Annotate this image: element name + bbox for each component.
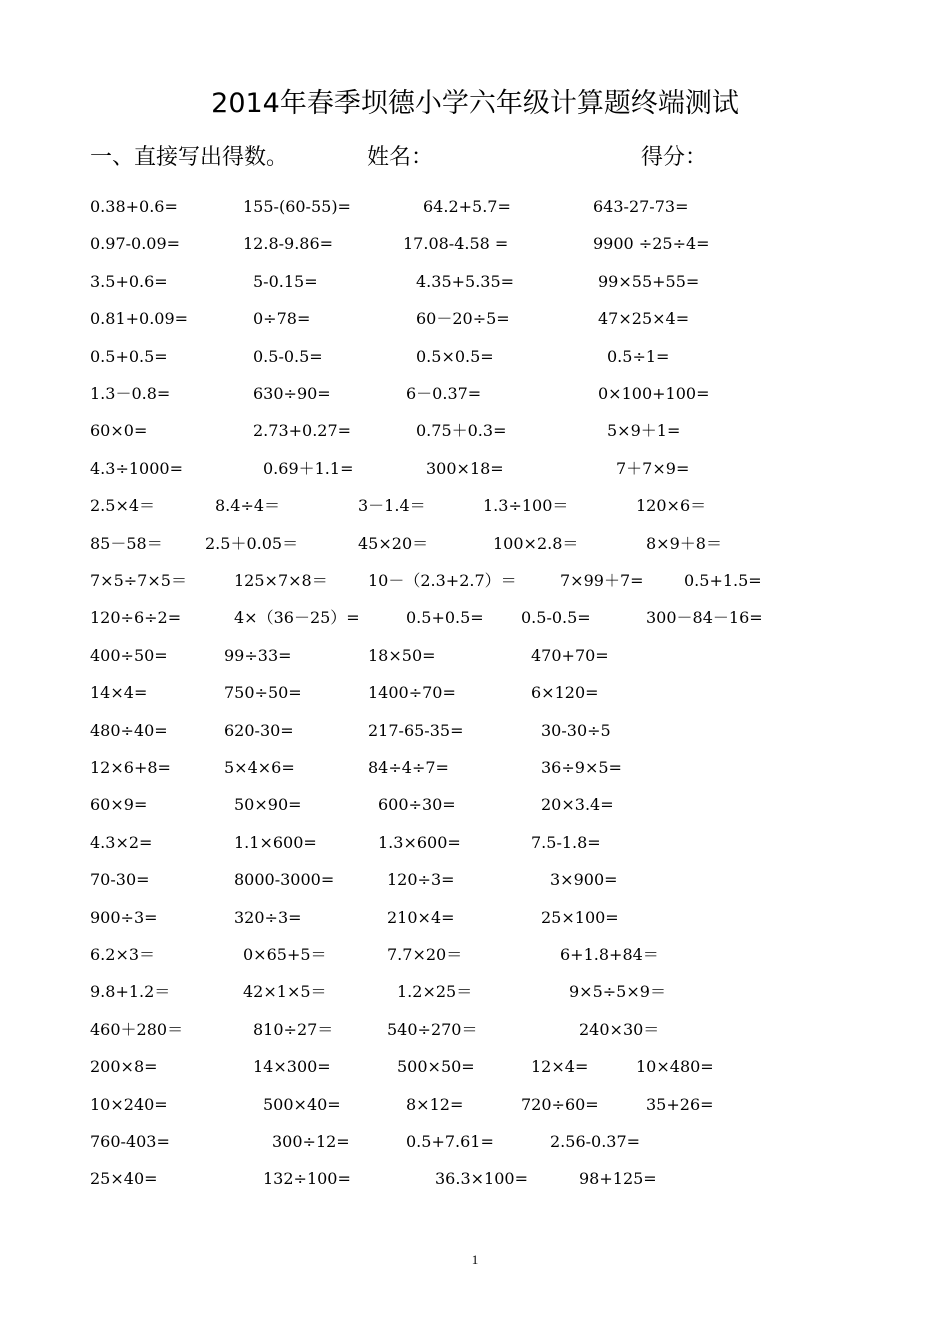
problem-row	[0, 1165, 950, 1193]
math-problem: 7＋7×9=	[616, 458, 690, 478]
math-problem: 25×40=	[90, 1169, 158, 1189]
math-problem: 3×900=	[550, 870, 618, 890]
math-problem: 98+125=	[579, 1169, 657, 1189]
problem-row	[0, 417, 950, 445]
problem-row	[0, 904, 950, 932]
math-problem: 12×4=	[531, 1057, 589, 1077]
problem-row	[0, 268, 950, 296]
math-problem: 2.56-0.37=	[550, 1132, 641, 1151]
math-problem: 1400÷70=	[368, 683, 456, 703]
math-problem: 0.69＋1.1=	[263, 458, 354, 478]
math-problem: 120÷3=	[387, 870, 455, 890]
problem-row	[0, 343, 950, 371]
math-problem: 600÷30=	[378, 795, 456, 815]
math-problem: 45×20＝	[358, 533, 429, 553]
math-problem: 100×2.8＝	[493, 533, 579, 553]
problem-row	[0, 866, 950, 894]
math-problem: 42×1×5＝	[243, 982, 327, 1002]
math-problem: 300÷12=	[272, 1132, 350, 1151]
math-problem: 125×7×8＝	[234, 571, 328, 590]
math-problem: 4×（36－25）=	[234, 608, 360, 628]
math-problem: 6.2×3＝	[90, 945, 156, 964]
math-problem: 14×4=	[90, 683, 148, 703]
math-problem: 12×6+8=	[90, 758, 171, 777]
math-problem: 0.75＋0.3=	[416, 421, 507, 441]
math-problem: 2.73+0.27=	[253, 421, 352, 441]
math-problem: 500×50=	[397, 1057, 475, 1077]
score-label: 得分：	[641, 145, 708, 170]
math-problem: 36.3×100=	[435, 1169, 528, 1189]
math-problem: 0.5+7.61=	[406, 1132, 494, 1151]
math-problem: 540÷270＝	[387, 1019, 478, 1039]
math-problem: 8000-3000=	[234, 870, 335, 890]
math-problem: 0÷78=	[253, 309, 311, 329]
problem-row	[0, 717, 950, 745]
math-problem: 9900 ÷25÷4=	[593, 234, 710, 254]
problem-row	[0, 380, 950, 408]
math-problem: 85－58＝	[90, 533, 163, 553]
problem-row	[0, 530, 950, 558]
math-problem: 5-0.15=	[253, 271, 318, 291]
math-problem: 320÷3=	[234, 907, 302, 927]
math-problem: 0.5+0.5=	[406, 608, 484, 628]
math-problem: 4.3÷1000=	[90, 458, 183, 478]
math-problem: 60×9=	[90, 795, 148, 815]
math-problem: 120÷6÷2=	[90, 608, 182, 628]
math-problem: 60×0=	[90, 421, 148, 441]
math-problem: 7×5÷7×5＝	[90, 571, 187, 590]
math-problem: 30-30÷5	[541, 720, 611, 740]
math-problem: 9×5÷5×9＝	[569, 982, 666, 1002]
math-problem: 3.5+0.6=	[90, 271, 168, 291]
math-problem: 60－20÷5=	[416, 309, 510, 329]
math-problem: 400÷50=	[90, 645, 168, 665]
problem-row	[0, 1016, 950, 1044]
worksheet-title: 2014年春季坝德小学六年级计算题终端测试	[211, 88, 739, 119]
problem-row	[0, 305, 950, 333]
math-problem: 470+70=	[531, 645, 609, 665]
math-problem: 47×25×4=	[598, 309, 690, 329]
problem-row	[0, 230, 950, 258]
math-problem: 630÷90=	[253, 384, 331, 403]
math-problem: 6－0.37=	[406, 384, 482, 403]
math-problem: 10－（2.3+2.7）＝	[368, 571, 517, 590]
problem-row	[0, 492, 950, 520]
math-problem: 900÷3=	[90, 907, 158, 927]
math-problem: 1.3－0.8=	[90, 384, 171, 403]
math-problem: 25×100=	[541, 907, 619, 927]
math-problem: 9.8+1.2＝	[90, 982, 171, 1002]
math-problem: 210×4=	[387, 907, 455, 927]
problem-row	[0, 829, 950, 857]
problem-row	[0, 754, 950, 782]
math-problem: 35+26=	[646, 1094, 714, 1114]
problem-row	[0, 791, 950, 819]
math-problem: 620-30=	[224, 720, 294, 740]
problem-row	[0, 978, 950, 1006]
math-problem: 132÷100=	[263, 1169, 351, 1189]
problem-row	[0, 679, 950, 707]
problem-row	[0, 1053, 950, 1081]
math-problem: 760-403=	[90, 1132, 170, 1151]
math-problem: 1.1×600=	[234, 832, 317, 852]
math-problem: 99÷33=	[224, 645, 292, 665]
math-problem: 0.5+0.5=	[90, 346, 168, 366]
math-problem: 0.38+0.6=	[90, 197, 178, 216]
math-problem: 1.2×25＝	[397, 982, 473, 1002]
math-problem: 0.5+1.5=	[684, 571, 762, 590]
math-problem: 8.4÷4＝	[215, 496, 281, 516]
math-problem: 2.5＋0.05＝	[205, 533, 299, 553]
math-problem: 2.5×4＝	[90, 496, 156, 516]
math-problem: 17.08-4.58 =	[403, 234, 509, 254]
page-number: 1	[471, 1252, 479, 1267]
math-problem: 200×8=	[90, 1057, 158, 1077]
math-problem: 4.35+5.35=	[416, 271, 515, 291]
math-problem: 6×120=	[531, 683, 599, 703]
math-problem: 8×9＋8＝	[646, 533, 722, 553]
problem-row	[0, 193, 950, 221]
problem-row	[0, 1128, 950, 1156]
math-problem: 7.5-1.8=	[531, 832, 601, 852]
math-problem: 10×240=	[90, 1094, 168, 1114]
math-problem: 8×12=	[406, 1094, 464, 1114]
math-problem: 7.7×20＝	[387, 945, 463, 964]
math-problem: 0.5-0.5=	[521, 608, 591, 628]
math-problem: 99×55+55=	[598, 271, 700, 291]
math-problem: 70-30=	[90, 870, 150, 890]
math-problem: 1.3×600=	[378, 832, 461, 852]
math-problem: 460＋280＝	[90, 1019, 184, 1039]
problem-row	[0, 455, 950, 483]
math-problem: 4.3×2=	[90, 832, 153, 852]
math-problem: 300×18=	[426, 458, 504, 478]
math-problem: 0×65+5＝	[243, 945, 327, 964]
math-problem: 0.81+0.09=	[90, 309, 189, 329]
math-problem: 810÷27＝	[253, 1019, 334, 1039]
math-problem: 5×9＋1=	[607, 421, 681, 441]
math-problem: 7×99＋7=	[560, 571, 644, 590]
math-problem: 120×6＝	[636, 496, 707, 516]
math-problem: 720÷60=	[521, 1094, 599, 1114]
problem-row	[0, 1091, 950, 1119]
problem-row	[0, 567, 950, 595]
math-problem: 6+1.8+84＝	[560, 945, 659, 964]
math-problem: 10×480=	[636, 1057, 714, 1077]
problem-row	[0, 642, 950, 670]
math-problem: 155-(60-55)=	[243, 197, 351, 216]
math-problem: 0.5-0.5=	[253, 346, 323, 366]
math-problem: 750÷50=	[224, 683, 302, 703]
math-problem: 20×3.4=	[541, 795, 614, 815]
problem-row	[0, 941, 950, 969]
name-label: 姓名：	[367, 145, 434, 170]
math-problem: 1.3÷100＝	[483, 496, 569, 516]
math-problem: 50×90=	[234, 795, 302, 815]
section-heading: 一、直接写出得数。	[90, 145, 289, 170]
math-problem: 84÷4÷7=	[368, 758, 449, 777]
math-problem: 0×100+100=	[598, 384, 710, 403]
math-problem: 36÷9×5=	[541, 758, 622, 777]
math-problem: 3－1.4＝	[358, 496, 426, 516]
math-problem: 240×30＝	[579, 1019, 660, 1039]
math-problem: 18×50=	[368, 645, 436, 665]
math-problem: 500×40=	[263, 1094, 341, 1114]
math-problem: 480÷40=	[90, 720, 168, 740]
problem-row	[0, 604, 950, 632]
math-problem: 5×4×6=	[224, 758, 295, 777]
math-problem: 64.2+5.7=	[423, 197, 511, 216]
math-problem: 300－84－16=	[646, 608, 763, 628]
math-problem: 0.5×0.5=	[416, 346, 494, 366]
math-problem: 14×300=	[253, 1057, 331, 1077]
math-problem: 0.97-0.09=	[90, 234, 181, 254]
math-problem: 643-27-73=	[593, 197, 689, 216]
math-problem: 12.8-9.86=	[243, 234, 334, 254]
math-problem: 0.5÷1=	[607, 346, 670, 366]
math-problem: 217-65-35=	[368, 720, 464, 740]
